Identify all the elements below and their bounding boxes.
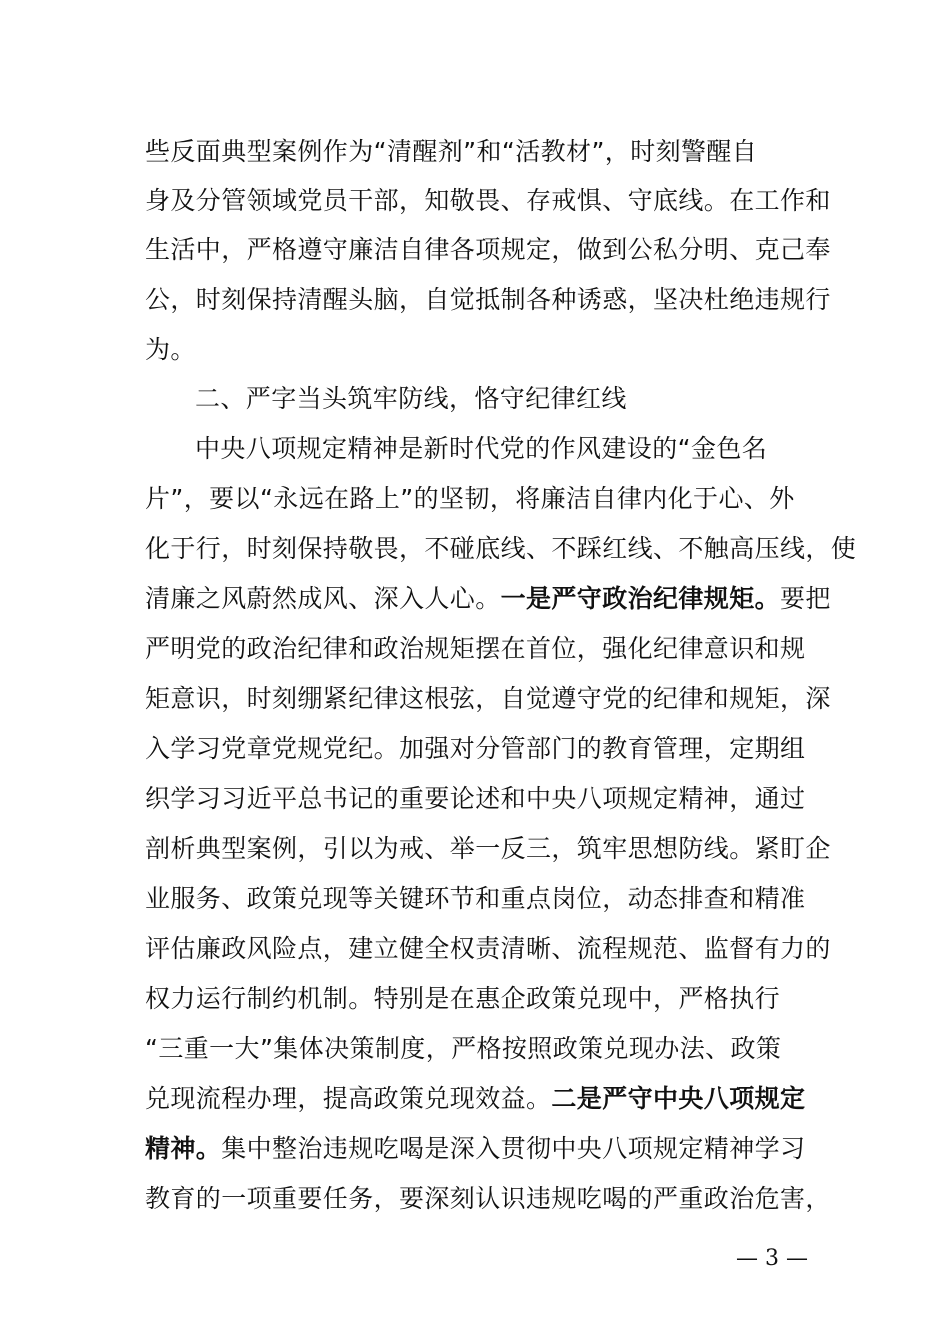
body-text-line: 清廉之风蔚然成风、深入人心。一是严守政治纪律规矩。要把 xyxy=(145,584,831,613)
body-text-line: 教育的一项重要任务，要深刻认识违规吃喝的严重政治危害， xyxy=(145,1184,831,1213)
section-heading: 二、严字当头筑牢防线，恪守纪律红线 xyxy=(195,384,627,413)
body-text-line: 化于行，时刻保持敬畏，不碰底线、不踩红线、不触高压线，使 xyxy=(145,534,857,563)
bold-emphasis: 二是严守中央八项规定 xyxy=(551,1084,806,1113)
body-text-line: 身及分管领域党员干部，知敬畏、存戒惧、守底线。在工作和 xyxy=(145,186,831,215)
body-text-line: 些反面典型案例作为“清醒剂”和“活教材”，时刻警醒自 xyxy=(145,137,758,166)
body-text-line: 生活中，严格遵守廉洁自律各项规定，做到公私分明、克己奉 xyxy=(145,235,831,264)
body-text-line: 为。 xyxy=(145,335,196,364)
body-text-line: 片”，要以“永远在路上”的坚韧，将廉洁自律内化于心、外 xyxy=(145,484,795,513)
body-text-line: 权力运行制约机制。特别是在惠企政策兑现中，严格执行 xyxy=(145,984,781,1013)
body-text-line: 入学习党章党规党纪。加强对分管部门的教育管理，定期组 xyxy=(145,734,806,763)
body-text-line: 公，时刻保持清醒头脑，自觉抵制各种诱惑，坚决杜绝违规行 xyxy=(145,285,831,314)
body-text-line: 评估廉政风险点，建立健全权责清晰、流程规范、监督有力的 xyxy=(145,934,831,963)
body-text-line: 剖析典型案例，引以为戒、举一反三，筑牢思想防线。紧盯企 xyxy=(145,834,831,863)
body-text-line: 严明党的政治纪律和政治规矩摆在首位，强化纪律意识和规 xyxy=(145,634,806,663)
body-text-line: 中央八项规定精神是新时代党的作风建设的“金色名 xyxy=(195,434,768,463)
bold-emphasis: 精神。 xyxy=(145,1134,222,1163)
body-text-line: 织学习习近平总书记的重要论述和中央八项规定精神，通过 xyxy=(145,784,806,813)
body-text-line: 矩意识，时刻绷紧纪律这根弦，自觉遵守党的纪律和规矩，深 xyxy=(145,684,831,713)
body-text-line: “三重一大”集体决策制度，严格按照政策兑现办法、政策 xyxy=(145,1034,782,1063)
body-text-line: 精神。集中整治违规吃喝是深入贯彻中央八项规定精神学习 xyxy=(145,1134,806,1163)
bold-emphasis: 一是严守政治纪律规矩。 xyxy=(500,584,781,613)
body-text-line: 业服务、政策兑现等关键环节和重点岗位，动态排查和精准 xyxy=(145,884,806,913)
page-number: — 3 — xyxy=(736,1246,808,1271)
body-text-line: 兑现流程办理，提高政策兑现效益。二是严守中央八项规定 xyxy=(145,1084,806,1113)
